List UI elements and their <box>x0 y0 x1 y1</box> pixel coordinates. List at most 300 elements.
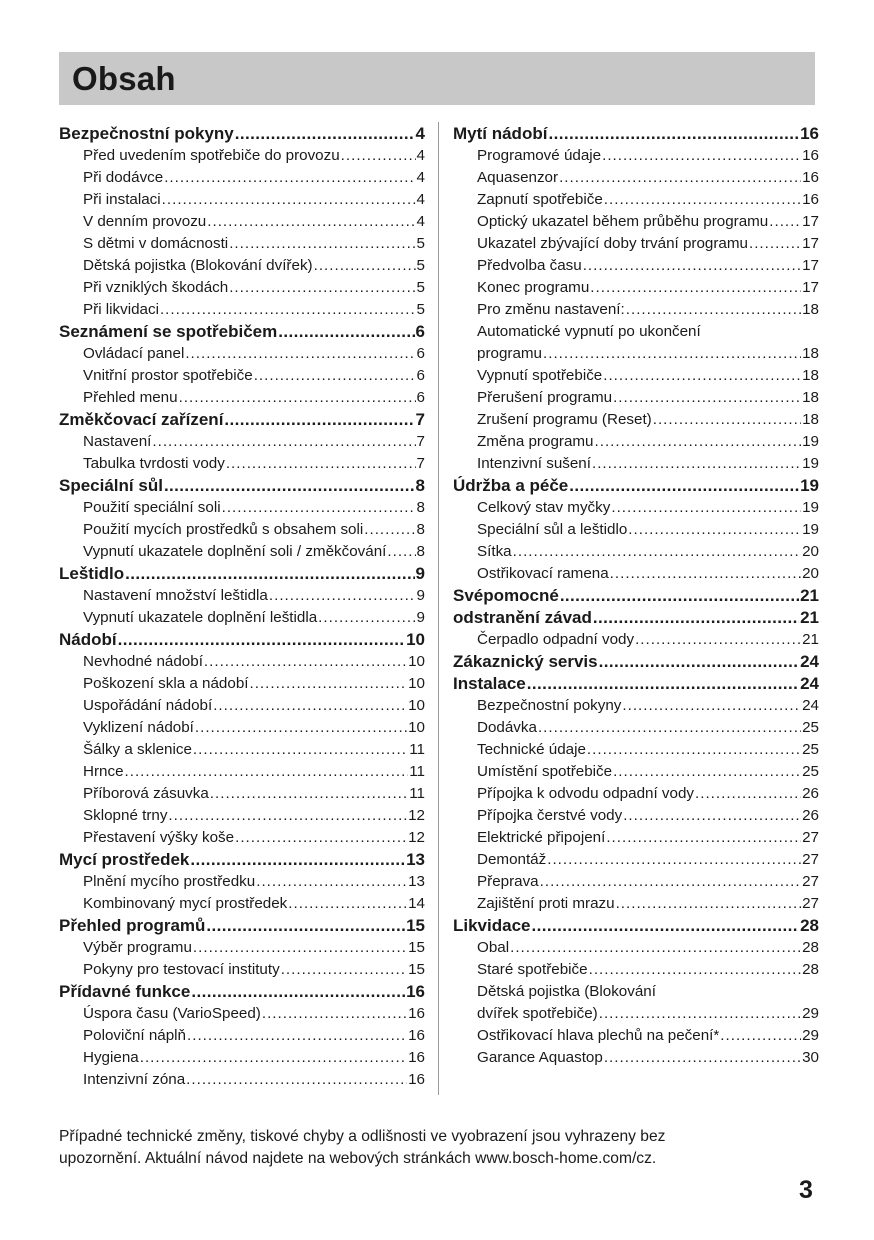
toc-entry-label: Přehled menu <box>83 389 178 406</box>
toc-dot-leader <box>538 717 801 739</box>
toc-entry-label: Údržba a péče <box>453 476 569 495</box>
toc-chapter-entry[interactable] <box>59 629 425 651</box>
toc-entry-label: Celkový stav myčky <box>477 499 611 516</box>
toc-entry-page-number: 21 <box>800 586 819 605</box>
toc-section-entry[interactable] <box>59 1047 425 1069</box>
toc-section-entry[interactable] <box>453 541 819 563</box>
toc-entry-page-number: 10 <box>406 630 425 649</box>
toc-entry-page-number: 5 <box>416 301 425 318</box>
toc-section-entry[interactable] <box>59 1025 425 1047</box>
toc-entry-label: Úspora času (VarioSpeed) <box>83 1005 261 1022</box>
toc-entry-page-number: 29 <box>802 1027 819 1044</box>
toc-section-entry[interactable] <box>453 519 819 541</box>
toc-dot-leader <box>229 277 415 299</box>
toc-entry-page-number: 28 <box>800 916 819 935</box>
toc-section-entry[interactable] <box>453 761 819 783</box>
toc-entry-page-number: 29 <box>802 1005 819 1022</box>
toc-entry-label: Sítka <box>477 543 512 560</box>
toc-entry-page-number: 6 <box>416 389 425 406</box>
toc-entry-page-number: 20 <box>802 543 819 560</box>
toc-entry-page-number: 25 <box>802 719 819 736</box>
toc-dot-leader <box>235 827 407 849</box>
toc-section-entry[interactable] <box>59 277 425 299</box>
title-bar <box>59 52 815 105</box>
toc-entry-page-number: 17 <box>802 213 819 230</box>
toc-dot-leader <box>543 343 801 365</box>
toc-dot-leader <box>281 959 407 981</box>
toc-entry-page-number: 4 <box>416 213 425 230</box>
toc-entry-label: Bezpečnostní pokyny <box>477 697 622 714</box>
toc-section-entry[interactable] <box>59 739 425 761</box>
toc-dot-leader <box>140 1047 407 1069</box>
toc-entry-label: Sklopné trny <box>83 807 168 824</box>
toc-section-entry[interactable] <box>59 233 425 255</box>
toc-dot-leader <box>720 1025 801 1047</box>
toc-chapter-entry[interactable] <box>453 585 819 607</box>
toc-section-entry[interactable] <box>59 189 425 211</box>
toc-section-entry[interactable] <box>453 849 819 871</box>
toc-entry-label: Technické údaje <box>477 741 586 758</box>
toc-entry-page-number: 4 <box>416 191 425 208</box>
toc-entry-label: Ovládací panel <box>83 345 185 362</box>
toc-dot-leader <box>592 453 801 475</box>
toc-entry-page-number: 8 <box>416 499 425 516</box>
toc-section-entry[interactable] <box>453 321 819 343</box>
toc-section-entry[interactable] <box>59 871 425 893</box>
toc-section-entry[interactable] <box>453 805 819 827</box>
toc-dot-leader <box>387 541 415 563</box>
toc-section-entry[interactable] <box>453 871 819 893</box>
toc-entry-page-number: 28 <box>802 961 819 978</box>
toc-dot-leader <box>191 981 405 1003</box>
toc-section-entry[interactable] <box>59 673 425 695</box>
toc-section-entry[interactable] <box>59 893 425 915</box>
toc-dot-leader <box>125 563 414 585</box>
toc-entry-label: Přerušení programu <box>477 389 613 406</box>
toc-entry-page-number: 17 <box>802 279 819 296</box>
toc-chapter-entry[interactable] <box>59 981 425 1003</box>
toc-entry-page-number: 26 <box>802 807 819 824</box>
toc-left-column <box>59 123 425 1091</box>
toc-entry-label: Vypnutí spotřebiče <box>477 367 603 384</box>
toc-entry-label: Demontáž <box>477 851 547 868</box>
toc-entry-page-number: 28 <box>802 939 819 956</box>
toc-chapter-entry[interactable] <box>59 321 425 343</box>
toc-dot-leader <box>125 761 409 783</box>
toc-entry-label: Použití speciální soli <box>83 499 221 516</box>
toc-entry-page-number: 24 <box>800 674 819 693</box>
page-title: Obsah <box>72 60 176 97</box>
toc-dot-leader <box>560 585 799 607</box>
toc-entry-label: Nastavení <box>83 433 152 450</box>
toc-dot-leader <box>341 145 416 167</box>
toc-entry-page-number: 27 <box>802 851 819 868</box>
toc-entry-page-number: 20 <box>802 565 819 582</box>
toc-section-entry[interactable] <box>59 761 425 783</box>
toc-entry-label: Při vzniklých škodách <box>83 279 229 296</box>
toc-dot-leader <box>278 321 414 343</box>
toc-chapter-entry[interactable] <box>453 915 819 937</box>
toc-dot-leader <box>604 189 801 211</box>
toc-dot-leader <box>164 475 415 497</box>
toc-dot-leader <box>611 497 801 519</box>
toc-dot-leader <box>653 409 801 431</box>
toc-entry-page-number: 24 <box>800 652 819 671</box>
toc-section-entry[interactable] <box>453 695 819 717</box>
toc-section-entry[interactable] <box>453 1025 819 1047</box>
toc-section-entry[interactable] <box>59 541 425 563</box>
toc-entry-page-number: 16 <box>802 191 819 208</box>
toc-entry-page-number: 19 <box>802 455 819 472</box>
toc-section-entry[interactable] <box>453 211 819 233</box>
toc-section-entry[interactable] <box>453 629 819 651</box>
toc-dot-leader <box>590 277 801 299</box>
toc-dot-leader <box>610 563 801 585</box>
toc-dot-leader <box>262 1003 407 1025</box>
toc-entry-page-number: 16 <box>802 169 819 186</box>
toc-entry-label: Předvolba času <box>477 257 582 274</box>
toc-dot-leader <box>269 585 416 607</box>
toc-dot-leader <box>602 145 801 167</box>
toc-entry-page-number: 7 <box>416 433 425 450</box>
toc-section-entry[interactable] <box>453 1047 819 1069</box>
toc-entry-label: Optický ukazatel během průběhu programu <box>477 213 769 230</box>
toc-entry-label: Svépomocné <box>453 586 559 605</box>
toc-section-entry[interactable] <box>453 563 819 585</box>
toc-section-entry[interactable] <box>59 431 425 453</box>
toc-entry-label: Vypnutí ukazatele doplnění leštidla <box>83 609 318 626</box>
toc-entry-label: Zapnutí spotřebiče <box>477 191 603 208</box>
toc-entry-label: Pokyny pro testovací instituty <box>83 961 280 978</box>
toc-entry-label: Při likvidaci <box>83 301 159 318</box>
toc-entry-page-number: 10 <box>408 719 425 736</box>
toc-dot-leader <box>623 805 801 827</box>
toc-dot-leader <box>210 783 408 805</box>
toc-entry-label: dvířek spotřebiče) <box>477 1005 598 1022</box>
toc-dot-leader <box>769 211 801 233</box>
toc-dot-leader <box>532 915 800 937</box>
toc-entry-label: Garance Aquastop <box>477 1049 603 1066</box>
toc-section-entry[interactable] <box>59 695 425 717</box>
toc-entry-label: Intenzivní sušení <box>477 455 591 472</box>
toc-section-entry[interactable] <box>59 453 425 475</box>
toc-dot-leader <box>635 629 801 651</box>
toc-entry-label: Intenzivní zóna <box>83 1071 186 1088</box>
toc-entry-label: Seznámení se spotřebičem <box>59 322 278 341</box>
toc-entry-page-number: 5 <box>416 279 425 296</box>
toc-dot-leader <box>749 233 801 255</box>
toc-section-entry[interactable] <box>59 959 425 981</box>
toc-dot-leader <box>587 739 801 761</box>
toc-dot-leader <box>222 497 416 519</box>
toc-entry-label: Čerpadlo odpadní vody <box>477 631 635 648</box>
toc-entry-label: Přídavné funkce <box>59 982 191 1001</box>
toc-section-entry[interactable] <box>59 607 425 629</box>
toc-entry-label: Vyklizení nádobí <box>83 719 194 736</box>
toc-entry-label: Přípojka čerstvé vody <box>477 807 623 824</box>
toc-section-entry[interactable] <box>59 783 425 805</box>
toc-entry-label: Plnění mycího prostředku <box>83 873 256 890</box>
toc-section-entry[interactable] <box>453 299 819 321</box>
toc-section-entry[interactable] <box>453 233 819 255</box>
toc-dot-leader <box>256 871 407 893</box>
toc-dot-leader <box>168 805 407 827</box>
toc-section-entry[interactable] <box>59 387 425 409</box>
footer-line-1: Případné technické změny, tiskové chyby a odlišnosti ve vyobrazení jsou vyhrazeny bez <box>59 1128 666 1145</box>
toc-section-entry[interactable] <box>453 365 819 387</box>
toc-entry-label: Při dodávce <box>83 169 164 186</box>
toc-dot-leader <box>583 255 801 277</box>
toc-dot-leader <box>626 299 801 321</box>
toc-entry-label: Ostřikovací ramena <box>477 565 609 582</box>
toc-entry-page-number: 11 <box>409 763 425 780</box>
toc-section-entry[interactable] <box>453 409 819 431</box>
toc-entry-label: Pro změnu nastavení: <box>477 301 625 318</box>
toc-entry-label: Hrnce <box>83 763 124 780</box>
toc-dot-leader <box>190 849 405 871</box>
toc-entry-page-number: 6 <box>415 322 425 341</box>
toc-entry-page-number: 18 <box>802 301 819 318</box>
toc-section-entry[interactable] <box>59 519 425 541</box>
toc-entry-label: Poloviční náplň <box>83 1027 187 1044</box>
toc-dot-leader <box>613 387 801 409</box>
toc-entry-label: Programové údaje <box>477 147 602 164</box>
toc-chapter-entry[interactable] <box>453 673 819 695</box>
toc-chapter-entry[interactable] <box>59 409 425 431</box>
toc-dot-leader <box>589 959 802 981</box>
toc-entry-page-number: 24 <box>802 697 819 714</box>
toc-dot-leader <box>179 387 416 409</box>
toc-section-entry[interactable] <box>59 1069 425 1091</box>
toc-dot-leader <box>226 453 416 475</box>
toc-chapter-entry[interactable] <box>59 915 425 937</box>
toc-dot-leader <box>593 607 799 629</box>
toc-dot-leader <box>314 255 416 277</box>
toc-entry-label: Použití mycích prostředků s obsahem soli <box>83 521 364 538</box>
toc-section-entry[interactable] <box>453 981 819 1003</box>
toc-dot-leader <box>229 233 415 255</box>
toc-section-entry[interactable] <box>453 717 819 739</box>
toc-entry-page-number: 19 <box>800 476 819 495</box>
toc-entry-label: Zrušení programu (Reset) <box>477 411 652 428</box>
toc-section-entry[interactable] <box>59 1003 425 1025</box>
toc-chapter-entry[interactable] <box>453 475 819 497</box>
toc-dot-leader <box>193 937 407 959</box>
toc-entry-page-number: 15 <box>408 961 425 978</box>
toc-entry-label: Staré spotřebiče <box>477 961 588 978</box>
toc-entry-label: Nádobí <box>59 630 117 649</box>
toc-entry-page-number: 6 <box>416 367 425 384</box>
toc-entry-label: Vypnutí ukazatele doplnění soli / změkčování <box>83 543 387 560</box>
toc-section-entry[interactable] <box>453 783 819 805</box>
toc-dot-leader <box>628 519 801 541</box>
toc-entry-page-number: 19 <box>802 521 819 538</box>
toc-entry-label: Změkčovací zařízení <box>59 410 224 429</box>
toc-section-entry[interactable] <box>453 739 819 761</box>
toc-chapter-entry[interactable] <box>59 475 425 497</box>
toc-dot-leader <box>152 431 415 453</box>
toc-entry-page-number: 8 <box>416 543 425 560</box>
toc-section-entry[interactable] <box>453 255 819 277</box>
toc-entry-page-number: 5 <box>416 235 425 252</box>
toc-entry-page-number: 7 <box>416 455 425 472</box>
toc-section-entry[interactable] <box>59 211 425 233</box>
toc-entry-label: Elektrické připojení <box>477 829 606 846</box>
toc-dot-leader <box>187 1025 407 1047</box>
toc-entry-label: Konec programu <box>477 279 590 296</box>
toc-entry-label: Aquasenzor <box>477 169 559 186</box>
toc-section-entry[interactable] <box>59 827 425 849</box>
toc-section-entry[interactable] <box>59 299 425 321</box>
toc-section-entry[interactable] <box>453 893 819 915</box>
toc-entry-label: Ostřikovací hlava plechů na pečení* <box>477 1027 720 1044</box>
toc-chapter-entry[interactable] <box>453 123 819 145</box>
toc-entry-page-number: 10 <box>408 697 425 714</box>
toc-entry-label: Obal <box>477 939 510 956</box>
toc-dot-leader <box>595 431 802 453</box>
toc-entry-page-number: 16 <box>408 1027 425 1044</box>
toc-entry-page-number: 27 <box>802 873 819 890</box>
toc-entry-label: Vnitřní prostor spotřebiče <box>83 367 253 384</box>
toc-entry-page-number: 7 <box>415 410 425 429</box>
toc-section-entry[interactable] <box>59 255 425 277</box>
toc-dot-leader <box>510 937 801 959</box>
toc-entry-page-number: 27 <box>802 829 819 846</box>
toc-entry-page-number: 15 <box>406 916 425 935</box>
toc-right-column <box>453 123 819 1069</box>
toc-section-entry[interactable] <box>453 453 819 475</box>
toc-entry-label: Výběr programu <box>83 939 192 956</box>
toc-dot-leader <box>622 695 801 717</box>
toc-entry-label: Nastavení množství leštidla <box>83 587 268 604</box>
toc-section-entry[interactable] <box>453 387 819 409</box>
toc-dot-leader <box>288 893 407 915</box>
toc-dot-leader <box>599 1003 801 1025</box>
toc-entry-page-number: 9 <box>416 609 425 626</box>
toc-chapter-entry[interactable] <box>59 849 425 871</box>
toc-section-entry[interactable] <box>453 937 819 959</box>
toc-section-entry[interactable] <box>453 497 819 519</box>
toc-entry-label: Při instalaci <box>83 191 161 208</box>
toc-entry-label: Bezpečnostní pokyny <box>59 124 234 143</box>
toc-dot-leader <box>207 211 415 233</box>
toc-dot-leader <box>606 827 801 849</box>
toc-entry-page-number: 8 <box>416 521 425 538</box>
toc-section-entry[interactable] <box>453 431 819 453</box>
toc-section-entry[interactable] <box>59 145 425 167</box>
toc-entry-label: Likvidace <box>453 916 531 935</box>
toc-entry-page-number: 11 <box>409 785 425 802</box>
toc-section-entry[interactable] <box>59 167 425 189</box>
toc-entry-label: Dětská pojistka (Blokování dvířek) <box>83 257 313 274</box>
toc-entry-label: Zajištění proti mrazu <box>477 895 615 912</box>
toc-entry-label: Instalace <box>453 674 526 693</box>
toc-section-entry[interactable] <box>59 343 425 365</box>
toc-entry-label: Poškození skla a nádobí <box>83 675 249 692</box>
toc-chapter-entry[interactable] <box>453 607 819 629</box>
toc-entry-label: S dětmi v domácnosti <box>83 235 229 252</box>
toc-entry-page-number: 16 <box>406 982 425 1001</box>
column-divider <box>438 122 439 1095</box>
toc-section-entry[interactable] <box>59 365 425 387</box>
toc-entry-page-number: 4 <box>416 169 425 186</box>
toc-dot-leader <box>616 893 802 915</box>
toc-dot-leader <box>695 783 801 805</box>
toc-dot-leader <box>185 343 415 365</box>
toc-dot-leader <box>204 651 407 673</box>
toc-entry-page-number: 18 <box>802 367 819 384</box>
toc-entry-page-number: 18 <box>802 345 819 362</box>
toc-section-entry[interactable] <box>453 343 819 365</box>
toc-entry-label: Šálky a sklenice <box>83 741 192 758</box>
toc-section-entry[interactable] <box>59 717 425 739</box>
toc-dot-leader <box>613 761 801 783</box>
toc-entry-label: Přestavení výšky koše <box>83 829 235 846</box>
toc-entry-label: Zákaznický servis <box>453 652 598 671</box>
toc-section-entry[interactable] <box>59 585 425 607</box>
toc-entry-page-number: 12 <box>408 829 425 846</box>
toc-section-entry[interactable] <box>453 827 819 849</box>
toc-section-entry[interactable] <box>453 959 819 981</box>
toc-section-entry[interactable] <box>453 277 819 299</box>
toc-entry-page-number: 17 <box>802 235 819 252</box>
toc-entry-label: Nevhodné nádobí <box>83 653 203 670</box>
toc-dot-leader <box>527 673 799 695</box>
toc-section-entry[interactable] <box>59 937 425 959</box>
toc-entry-label: Mycí prostředek <box>59 850 190 869</box>
toc-entry-page-number: 18 <box>802 389 819 406</box>
toc-chapter-entry[interactable] <box>59 563 425 585</box>
toc-section-entry[interactable] <box>453 145 819 167</box>
toc-dot-leader <box>193 739 408 761</box>
toc-dot-leader <box>162 189 416 211</box>
toc-entry-page-number: 27 <box>802 895 819 912</box>
toc-entry-page-number: 9 <box>416 587 425 604</box>
toc-entry-label: odstranění závad <box>453 608 592 627</box>
toc-dot-leader <box>254 365 416 387</box>
toc-entry-page-number: 6 <box>416 345 425 362</box>
toc-dot-leader <box>235 123 415 145</box>
toc-section-entry[interactable] <box>453 189 819 211</box>
toc-dot-leader <box>599 651 799 673</box>
toc-section-entry[interactable] <box>453 167 819 189</box>
toc-entry-page-number: 10 <box>408 653 425 670</box>
toc-chapter-entry[interactable] <box>453 651 819 673</box>
toc-entry-label: Kombinovaný mycí prostředek <box>83 895 288 912</box>
toc-section-entry[interactable] <box>59 651 425 673</box>
toc-entry-label: Mytí nádobí <box>453 124 548 143</box>
toc-entry-label: Umístění spotřebiče <box>477 763 613 780</box>
toc-entry-label: Speciální sůl <box>59 476 163 495</box>
toc-entry-label: Dodávka <box>477 719 537 736</box>
toc-dot-leader <box>604 1047 801 1069</box>
toc-entry-page-number: 16 <box>408 1071 425 1088</box>
toc-dot-leader <box>318 607 415 629</box>
toc-entry-page-number: 8 <box>415 476 425 495</box>
toc-entry-page-number: 4 <box>415 124 425 143</box>
footer-note <box>59 1126 779 1170</box>
toc-dot-leader <box>249 673 407 695</box>
toc-chapter-entry[interactable] <box>59 123 425 145</box>
toc-dot-leader <box>164 167 415 189</box>
toc-entry-page-number: 21 <box>800 608 819 627</box>
toc-section-entry[interactable] <box>59 497 425 519</box>
toc-entry-page-number: 19 <box>802 499 819 516</box>
toc-section-entry[interactable] <box>453 1003 819 1025</box>
toc-dot-leader <box>224 409 414 431</box>
toc-section-entry[interactable] <box>59 805 425 827</box>
toc-dot-leader <box>540 871 801 893</box>
